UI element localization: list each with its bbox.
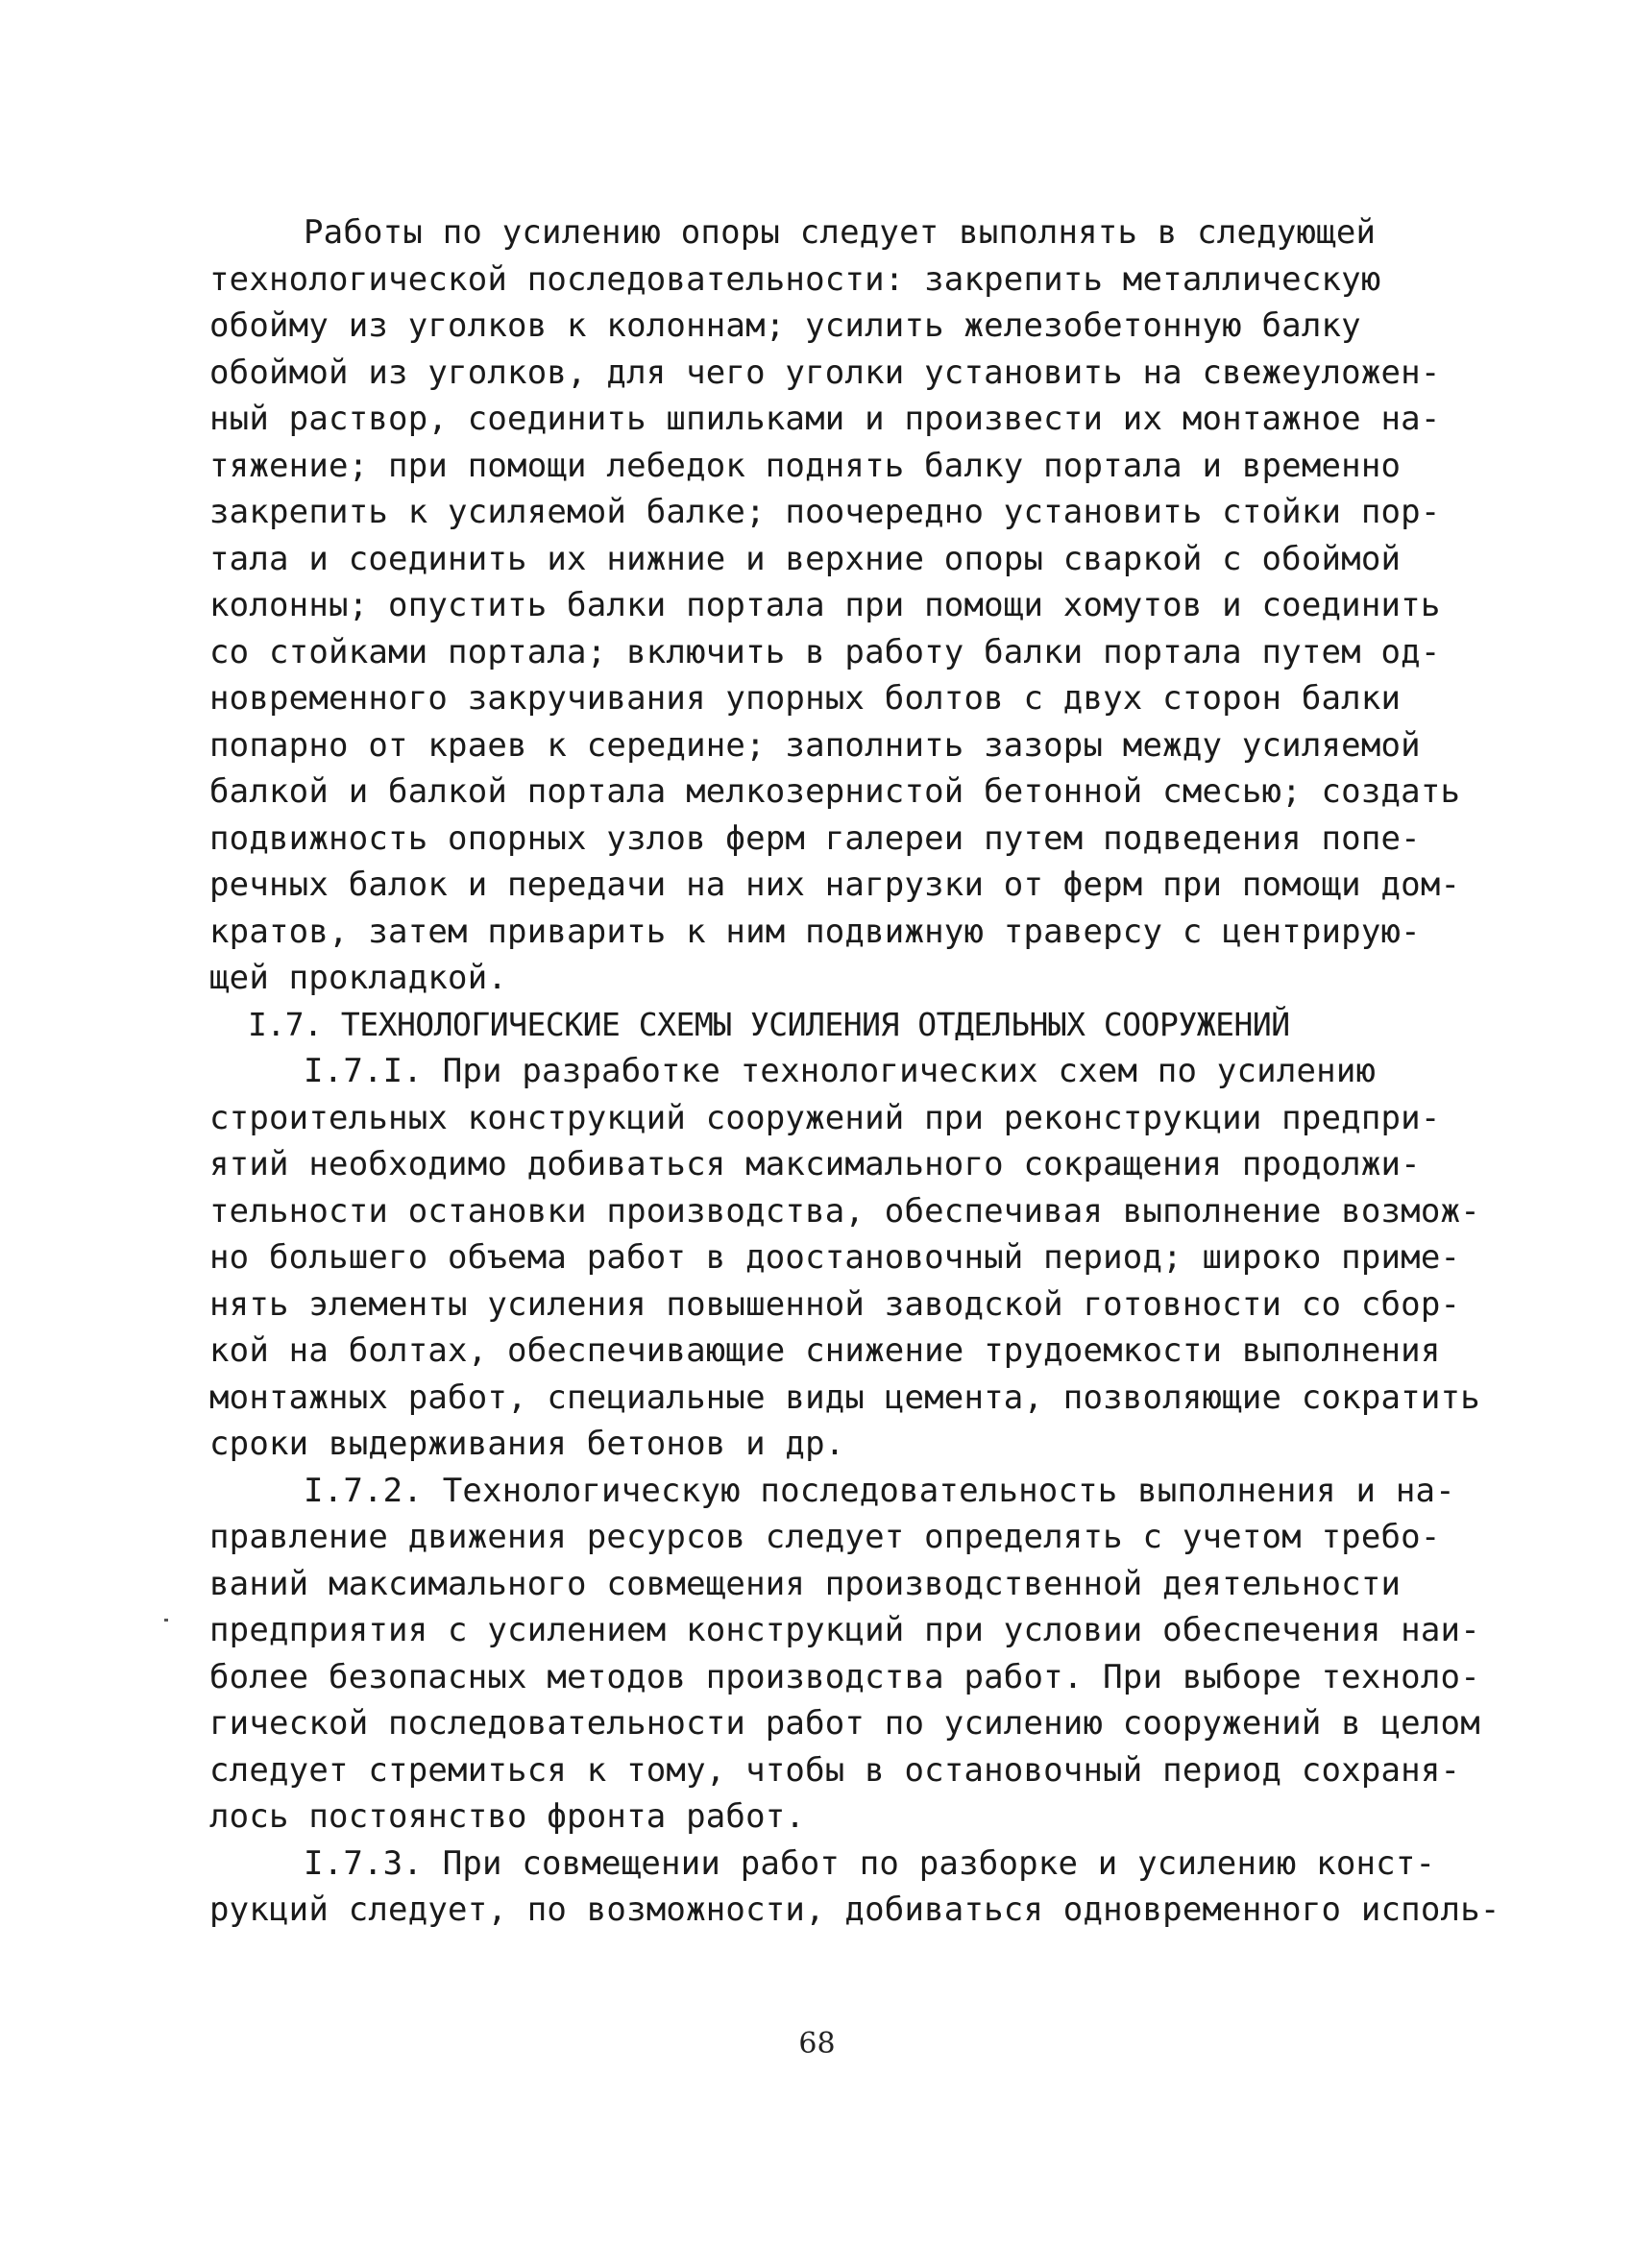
text-line: монтажных работ, специальные виды цемента, позволяющие сократить [209,1378,1480,1417]
text-line: ятий необходимо добиваться максимального сокращения продолжи- [209,1145,1421,1183]
text-line: обойму из уголков к колоннам; усилить железобетонную балку [209,306,1361,345]
text-line: со стойками портала; включить в работу балки портала путем од- [209,632,1441,671]
text-line: тельности остановки производства, обеспечивая выполнение возмож- [209,1191,1480,1231]
text-line: тяжение; при помощи лебедок поднять балку портала и временно [209,446,1402,485]
text-line: лось постоянство фронта работ. [209,1797,806,1836]
text-line: следует стремиться к тому, чтобы в остановочный период сохраня- [209,1750,1461,1790]
text-line: гической последовательности работ по усилению сооружений в целом [209,1704,1480,1743]
text-line: I.7.I. При разработке технологических схем по усилению [304,1052,1377,1090]
paragraph-intro [209,209,1461,1002]
text-line: правление движения ресурсов следует определять с учетом требо- [209,1518,1441,1556]
text-line: колонны; опустить балки портала при помощи хомутов и соединить [209,586,1441,624]
margin-mark [164,1619,168,1622]
text-line: предприятия с усилением конструкций при условии обеспечения наи- [209,1611,1480,1649]
page-number: 68 [798,2027,836,2061]
text-line: сроки выдерживания бетонов и др. [209,1425,845,1463]
text-line: нять элементы усиления повышенной заводской готовности со сбор- [209,1284,1461,1324]
text-line: технологической последовательности: закрепить металлическую [209,259,1381,299]
text-line: кой на болтах, обеспечивающие снижение трудоемкости выполнения [209,1331,1441,1370]
text-line: Работы по усилению опоры следует выполнять в следующей [304,213,1377,252]
text-line: щей прокладкой. [209,959,508,997]
text-line: обоймой из уголков, для чего уголки установить на свежеуложен- [209,353,1441,392]
text-line: рукций следует, по возможности, добиваться одновременного исполь- [209,1890,1500,1929]
text-line: ваний максимального совмещения производственной деятельности [209,1564,1402,1603]
text-line: новременного закручивания упорных болтов с двух сторон балки [209,679,1402,718]
text-line: более безопасных методов производства работ. При выборе техноло- [209,1657,1480,1696]
text-line: подвижность опорных узлов ферм галереи путем подведения попе- [209,818,1421,858]
text-line: I.7.3. При совмещении работ по разборке и усилению конст- [304,1843,1436,1883]
text-line: I.7.2. Технологическую последовательность выполнения и на- [304,1471,1455,1510]
text-line: строительных конструкций сооружений при реконструкции предпри- [209,1098,1441,1137]
text-line: кратов, затем приварить к ним подвижную траверсу с центрирую- [209,912,1421,951]
paragraph-1-7-3 [209,1841,1500,1934]
paragraph-1-7-1 [209,1048,1480,1468]
text-line: балкой и балкой портала мелкозернистой бетонной смесью; создать [209,772,1461,811]
document-page [209,209,1500,1934]
text-line: но большего объема работ в доостановочный период; широко приме- [209,1238,1461,1277]
section-heading: I.7. ТЕХНОЛОГИЧЕСКИЕ СХЕМЫ УСИЛЕНИЯ ОТДЕЛЬНЫХ СООРУЖЕНИЙ [248,1005,1290,1043]
text-line: попарно от краев к середине; заполнить зазоры между усиляемой [209,725,1421,765]
text-line: ный раствор, соединить шпильками и произвести их монтажное на- [209,400,1441,438]
paragraph-1-7-2 [209,1468,1480,1841]
text-line: закрепить к усиляемой балке; поочередно установить стойки пор- [209,493,1441,531]
text-line: тала и соединить их нижние и верхние опоры сваркой с обоймой [209,539,1402,578]
text-line: речных балок и передачи на них нагрузки от ферм при помощи дом- [209,866,1461,904]
